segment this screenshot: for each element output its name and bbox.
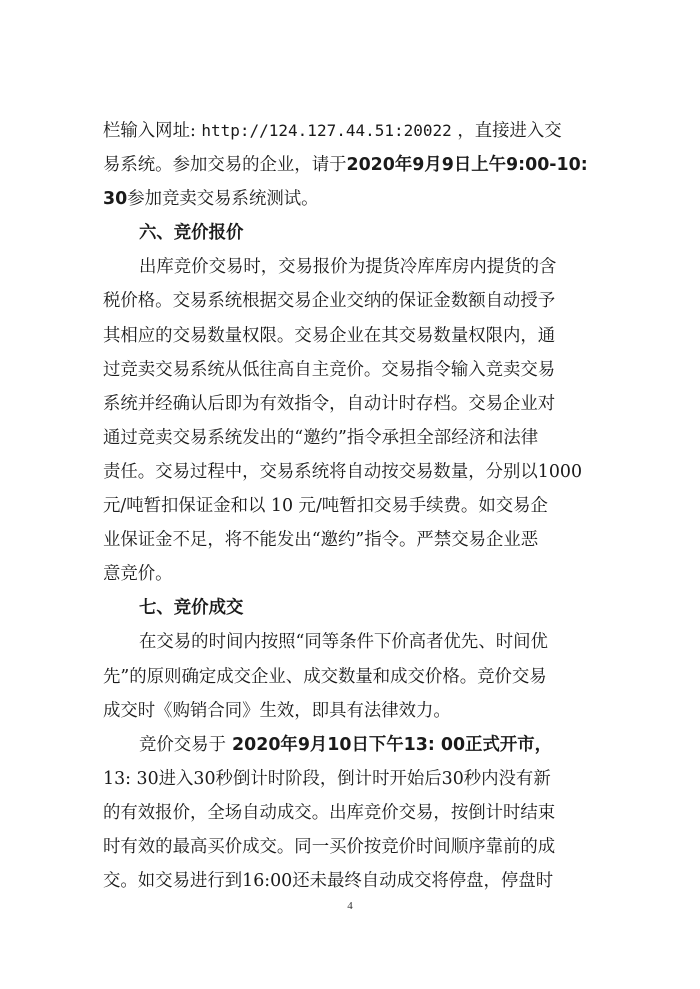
paragraph-line: 先”的原则确定成交企业、成交数量和成交价格。竞价交易 xyxy=(103,666,547,687)
bold-text: 30 xyxy=(103,189,128,210)
paragraph-line: 税价格。交易系统根据交易企业交纳的保证金数额自动授予 xyxy=(103,291,556,312)
paragraph-line: 出库竞价交易时，交易报价为提货冷库库房内提货的含 xyxy=(139,257,557,278)
text-segment: 竞价交易于 xyxy=(139,734,226,755)
bold-text: 2020年9月9日上午9:00-10: xyxy=(346,155,588,176)
paragraph-line: 通过竞卖交易系统发出的“邀约”指令承担全部经济和法律 xyxy=(103,427,539,448)
paragraph-line: 交。如交易进行到16:00还未最终自动成交将停盘，停盘时 xyxy=(103,871,554,892)
paragraph-line: 过竞卖交易系统从低往高自主竞价。交易指令输入竞卖交易 xyxy=(103,359,556,380)
paragraph-line: 其相应的交易数量权限。交易企业在其交易数量权限内，通 xyxy=(103,325,556,346)
paragraph-line: 业保证金不足，将不能发出“邀约”指令。严禁交易企业恶 xyxy=(103,530,539,551)
text-segment: 参加竞卖交易系统测试。 xyxy=(127,189,319,210)
text-line xyxy=(103,114,601,148)
text-segment: ，直接进入交 xyxy=(451,121,562,141)
paragraph-line: 系统并经确认后即为有效指令，自动计时存档。交易企业对 xyxy=(103,393,556,414)
section-heading-6: 六、竞价报价 xyxy=(139,223,244,244)
paragraph-line: 时有效的最高买价成交。同一买价按竞价时间顺序靠前的成 xyxy=(103,836,556,857)
text-segment: 栏输入网址: xyxy=(103,121,202,141)
text-line xyxy=(103,182,601,216)
paragraph-line: 意竞价。 xyxy=(103,564,173,585)
paragraph-line: 责任。交易过程中，交易系统将自动按交易数量，分别以1000 xyxy=(103,461,583,482)
page-content xyxy=(103,114,601,898)
url-text: http://124.127.44.51:20022 xyxy=(201,121,452,140)
paragraph-line: 13: 30进入30秒倒计时阶段，倒计时开始后30秒内没有新 xyxy=(103,768,551,789)
paragraph-line: 的有效报价，全场自动成交。出库竞价交易，按倒计时结束 xyxy=(103,802,556,823)
bold-text: 2020年9月10日下午13: 00正式开市， xyxy=(225,734,553,755)
text-segment: 易系统。参加交易的企业，请于 xyxy=(103,155,347,176)
paragraph-line: 成交时《购销合同》生效，即具有法律效力。 xyxy=(103,700,451,721)
paragraph-line: 在交易的时间内按照“同等条件下价高者优先、时间优 xyxy=(139,632,548,653)
paragraph-line: 元/吨暂扣保证金和以 10 元/吨暂扣交易手续费。如交易企 xyxy=(103,496,548,517)
page-number: 4 xyxy=(347,900,353,912)
paragraph-line xyxy=(103,728,601,762)
text-line xyxy=(103,148,601,182)
section-heading-7: 七、竞价成交 xyxy=(139,598,244,619)
